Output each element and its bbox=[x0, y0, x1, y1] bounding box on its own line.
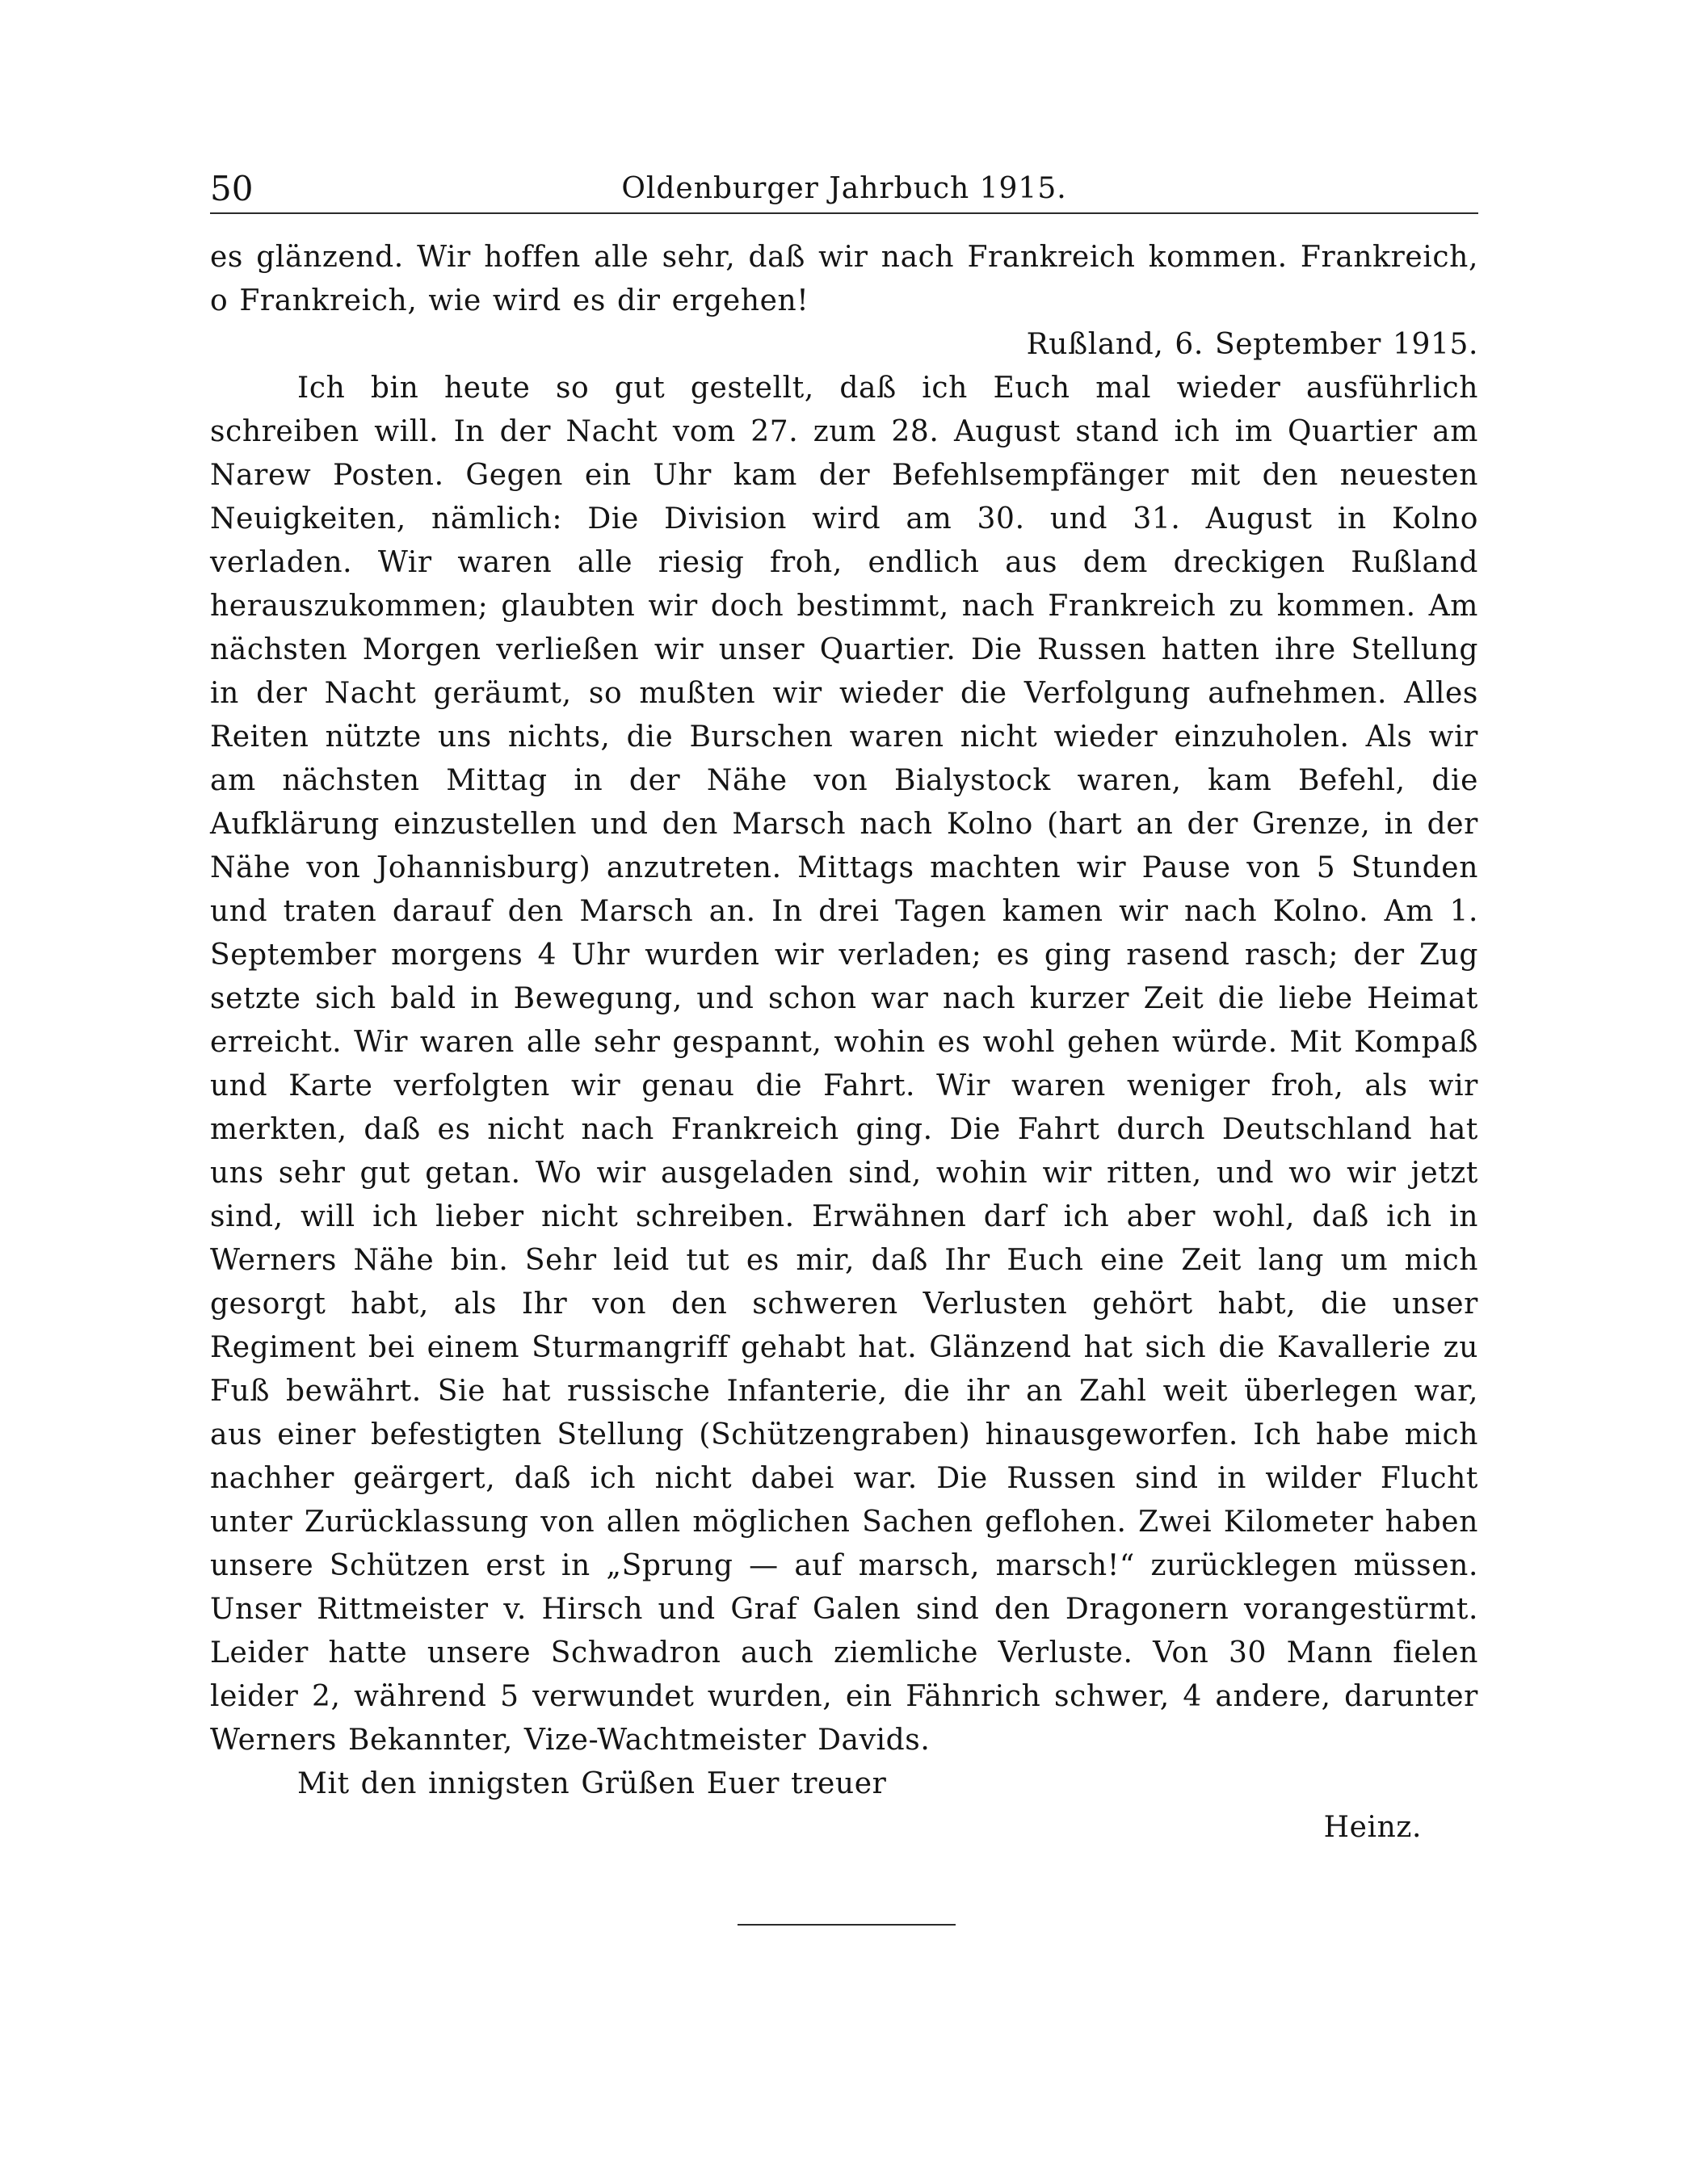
header-rule bbox=[210, 212, 1478, 214]
running-title: Oldenburger Jahrbuch 1915. bbox=[621, 172, 1067, 205]
letter-text bbox=[210, 236, 1478, 1850]
end-rule bbox=[738, 1924, 956, 1926]
closing-line: Mit den innigsten Grüßen Euer treuer bbox=[297, 1767, 887, 1800]
page-header bbox=[210, 166, 1478, 212]
letter-body: Ich bin heute so gut gestellt, daß ich Euch mal wieder ausführlich schreiben will. In der Nacht vom 27. zum 28. August stand ich im Quartier am Narew Posten. Gegen ein Uhr kam der Befehlsempfänger mit den neuesten Neuigkeiten, nämlich: Die Division wird am 30. und 31. August in Kolno verladen. Wir waren alle riesig froh, endlich aus dem dreckigen Rußland herauszukommen; glaubten wir doch bestimmt, nach Frankreich zu kommen. Am nächsten Morgen verließen wir unser Quartier. Die Russen hatten ihre Stellung in der Nacht geräumt, so mußten wir wieder die Verfolgung aufnehmen. Alles Reiten nützte uns nichts, die Burschen waren nicht wieder einzuholen. Als wir am nächsten Mittag in der Nähe von Bialystock waren, kam Befehl, die Aufklärung einzustellen und den Marsch nach Kolno (hart an der Grenze, in der Nähe von Johannisburg) anzutreten. Mittags machten wir Pause von 5 Stunden und traten darauf den Marsch an. In drei Tagen kamen wir nach Kolno. Am 1. September morgens 4 Uhr wurden wir verladen; es ging rasend rasch; der Zug setzte sich bald in Bewegung, und schon war nach kurzer Zeit die liebe Heimat erreicht. Wir waren alle sehr gespannt, wohin es wohl gehen würde. Mit Kompaß und Karte verfolgten wir genau die Fahrt. Wir waren weniger froh, als wir merkten, daß es nicht nach Frankreich ging. Die Fahrt durch Deutschland hat uns sehr gut getan. Wo wir ausgeladen sind, wohin wir ritten, und wo wir jetzt sind, will ich lieber nicht schreiben. Erwähnen darf ich aber wohl, daß ich in Werners Nähe bin. Sehr leid tut es mir, daß Ihr Euch eine Zeit lang um mich gesorgt habt, als Ihr von den schweren Verlusten gehört habt, die unser Regiment bei einem Sturmangriff gehabt hat. Glänzend hat sich die Kavallerie zu Fuß bewährt. Sie hat russische Infanterie, die ihr an Zahl weit überlegen war, aus einer befestigten Stellung (Schützengraben) hinausgeworfen. Ich habe mich nachher geärgert, daß ich nicht dabei war. Die Russen sind in wilder Flucht unter Zurücklassung von allen möglichen Sachen geflohen. Zwei Kilometer haben unsere Schützen erst in „Sprung — auf marsch, marsch!“ zurücklegen müssen. Unser Rittmeister v. Hirsch und Graf Galen sind den Dragonern vorangestürmt. Leider hatte unsere Schwadron auch ziemliche Verluste. Von 30 Mann fielen leider 2, während 5 verwundet wurden, ein Fähnrich schwer, 4 andere, darunter Werners Bekannter, Vize-Wachtmeister Davids. bbox=[210, 372, 1478, 1757]
dateline: Rußland, 6. September 1915. bbox=[1026, 328, 1478, 361]
opening-fragment: es glänzend. Wir hoffen alle sehr, daß wir nach Frankreich kommen. Frankreich, o Frankreich, wie wird es dir ergehen! bbox=[210, 241, 1478, 317]
signature: Heinz. bbox=[1323, 1811, 1422, 1844]
page-number: 50 bbox=[210, 169, 254, 208]
